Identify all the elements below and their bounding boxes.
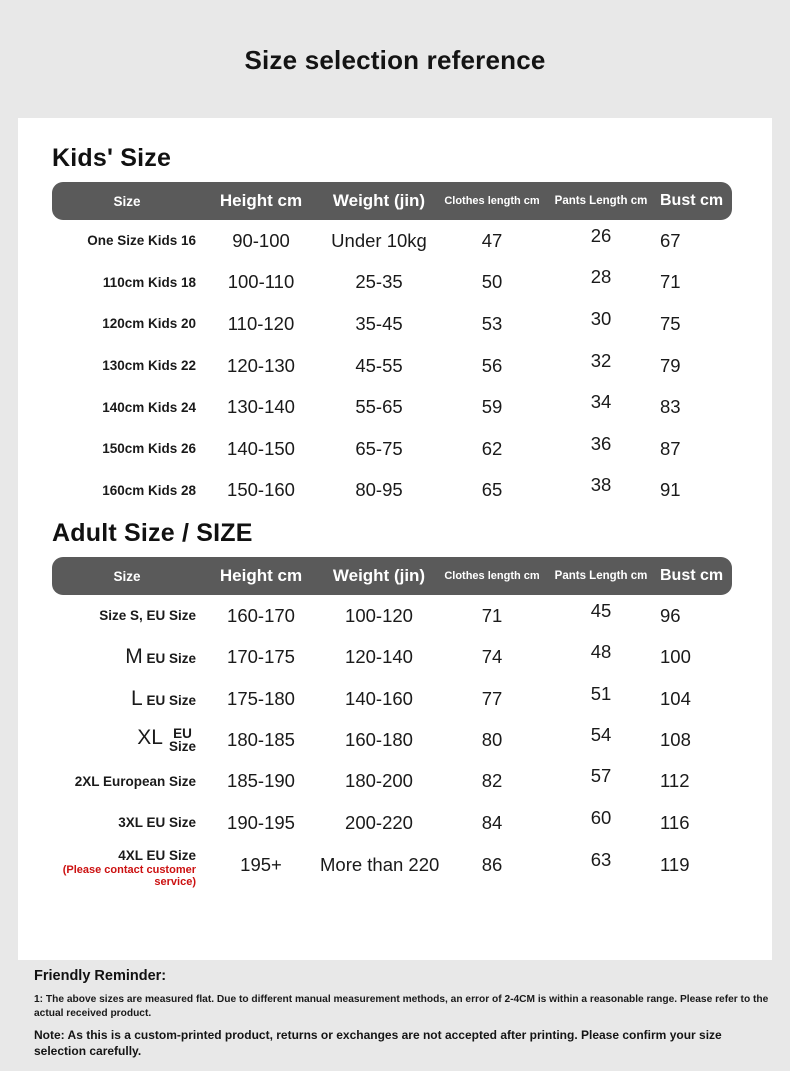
cell-pants-length: 60 xyxy=(590,806,612,828)
cell-height: 175-180 xyxy=(227,687,295,709)
cell-bust: 83 xyxy=(660,396,681,418)
cell-height: 90-100 xyxy=(232,229,290,251)
cell-pants-length: 48 xyxy=(590,641,612,663)
cell-pants-length: 51 xyxy=(590,682,612,704)
cell-height: 180-185 xyxy=(227,729,295,751)
cell-size: 110cm Kids 18 xyxy=(102,274,196,290)
adult-size-section xyxy=(18,511,772,889)
cell-size: 140cm Kids 24 xyxy=(102,399,196,415)
column-header-bust: Bust cm xyxy=(660,192,724,209)
cell-size: 150cm Kids 26 xyxy=(102,441,196,457)
cell-bust: 100 xyxy=(660,646,691,668)
cell-clothes-length: 47 xyxy=(481,229,503,251)
column-header-weight: Weight (jin) xyxy=(332,191,426,210)
table-row xyxy=(52,428,752,470)
kids-table-header-row xyxy=(52,182,732,220)
cell-weight: 80-95 xyxy=(355,479,403,501)
cell-size xyxy=(52,608,202,623)
adult-table-body xyxy=(52,595,752,889)
cell-bust: 104 xyxy=(660,687,691,709)
cell-size xyxy=(52,815,202,830)
size-region-label: EU Size xyxy=(142,692,196,708)
size-chart-card xyxy=(18,118,772,960)
cell-clothes-length: 53 xyxy=(481,312,503,334)
cell-bust: 96 xyxy=(660,604,681,626)
table-row xyxy=(52,637,752,678)
table-row xyxy=(52,844,752,889)
cell-size: One Size Kids 16 xyxy=(87,233,196,249)
cell-size xyxy=(52,774,202,789)
table-row xyxy=(52,595,752,636)
cell-bust: 67 xyxy=(660,229,681,251)
reminder-line-1: 1: The above sizes are measured flat. Due to different manual measurement methods, an error of 2-4CM is within a reasonable range. Please refer to the actual received product. xyxy=(34,994,769,1020)
cell-pants-length: 36 xyxy=(590,432,612,454)
column-header-bust: Bust cm xyxy=(660,567,724,585)
cell-clothes-length: 65 xyxy=(481,479,503,501)
cell-size xyxy=(52,645,202,669)
cell-clothes-length: 82 xyxy=(481,770,503,792)
cell-pants-length: 34 xyxy=(590,391,612,413)
cell-weight: More than 220 xyxy=(320,853,440,875)
cell-size: 160cm Kids 28 xyxy=(102,482,196,498)
cell-weight: 120-140 xyxy=(345,646,413,668)
cell-size: 130cm Kids 22 xyxy=(102,358,196,374)
cell-height: 120-130 xyxy=(227,354,295,376)
cell-weight: 45-55 xyxy=(355,354,403,376)
friendly-reminder-title: Friendly Reminder: xyxy=(34,968,167,984)
cell-weight: 140-160 xyxy=(345,687,413,709)
adult-section-title: Adult Size / SIZE xyxy=(52,519,253,548)
table-row xyxy=(52,761,752,802)
cell-clothes-length: 71 xyxy=(481,604,503,626)
cell-height: 100-110 xyxy=(227,271,295,293)
table-row xyxy=(52,386,752,428)
table-row xyxy=(52,719,752,760)
cell-height: 160-170 xyxy=(227,604,295,626)
cell-clothes-length: 62 xyxy=(481,437,503,459)
cell-height: 195+ xyxy=(240,853,282,875)
column-header-clothes-length: Clothes length cm xyxy=(444,195,540,207)
cell-pants-length: 45 xyxy=(590,599,612,621)
cell-height: 110-120 xyxy=(227,312,295,334)
cell-size xyxy=(52,726,202,754)
cell-clothes-length: 84 xyxy=(481,811,503,833)
cell-pants-length: 26 xyxy=(590,224,612,246)
table-row xyxy=(52,802,752,843)
size-code: M xyxy=(125,645,143,669)
cell-weight: 180-200 xyxy=(345,770,413,792)
table-row xyxy=(52,262,752,304)
cell-clothes-length: 77 xyxy=(481,687,503,709)
cell-weight: 100-120 xyxy=(345,604,413,626)
adult-table-header-row xyxy=(52,557,732,595)
column-header-weight: Weight (jin) xyxy=(332,566,426,586)
contact-customer-service-note: (Please contact customer service) xyxy=(62,863,196,889)
cell-bust: 87 xyxy=(660,437,681,459)
cell-height: 130-140 xyxy=(227,396,295,418)
cell-weight: 25-35 xyxy=(355,271,403,293)
cell-pants-length: 30 xyxy=(590,307,612,329)
size-code: XL xyxy=(137,726,163,750)
cell-weight: 35-45 xyxy=(355,312,403,334)
table-row xyxy=(52,220,752,262)
column-header-height: Height cm xyxy=(219,191,303,210)
size-region-label: EU Size xyxy=(168,725,196,755)
size-region-label: 2XL European Size xyxy=(74,773,196,789)
cell-height: 170-175 xyxy=(227,646,295,668)
cell-weight: 55-65 xyxy=(355,396,403,418)
size-region-label: 4XL EU Size xyxy=(118,847,196,863)
cell-weight: 65-75 xyxy=(355,437,403,459)
cell-pants-length: 32 xyxy=(590,349,612,371)
cell-pants-length: 38 xyxy=(590,474,612,496)
column-header-height: Height cm xyxy=(219,566,303,586)
column-header-pants-length: Pants Length cm xyxy=(554,570,648,583)
cell-height: 150-160 xyxy=(227,479,295,501)
cell-bust: 91 xyxy=(660,479,681,501)
table-row xyxy=(52,678,752,719)
cell-pants-length: 63 xyxy=(590,848,612,870)
kids-table-body xyxy=(52,220,752,511)
friendly-reminder xyxy=(34,968,774,1060)
cell-size xyxy=(52,687,202,711)
cell-height: 190-195 xyxy=(227,811,295,833)
cell-weight: Under 10kg xyxy=(331,229,427,251)
kids-section-title: Kids' Size xyxy=(52,144,172,172)
reminder-note: Note: As this is a custom-printed product, returns or exchanges are not accepted after printing. Please confirm your size selection carefully. xyxy=(34,1028,722,1059)
cell-pants-length: 28 xyxy=(590,266,612,288)
cell-bust: 119 xyxy=(660,853,690,875)
table-row xyxy=(52,345,752,387)
cell-bust: 112 xyxy=(660,770,690,792)
cell-size: 120cm Kids 20 xyxy=(102,316,196,332)
cell-height: 185-190 xyxy=(227,770,295,792)
table-row xyxy=(52,303,752,345)
cell-bust: 79 xyxy=(660,354,681,376)
cell-clothes-length: 56 xyxy=(481,354,503,376)
cell-clothes-length: 80 xyxy=(481,729,503,751)
cell-pants-length: 54 xyxy=(590,724,612,746)
size-region-label: EU Size xyxy=(142,651,196,667)
cell-bust: 108 xyxy=(660,729,691,751)
size-code: L xyxy=(131,686,143,710)
column-header-size: Size xyxy=(113,193,141,209)
size-region-label: Size S, EU Size xyxy=(99,608,196,624)
cell-clothes-length: 50 xyxy=(481,271,503,293)
cell-height: 140-150 xyxy=(227,437,295,459)
cell-pants-length: 57 xyxy=(590,765,612,787)
column-header-clothes-length: Clothes length cm xyxy=(444,570,540,583)
cell-clothes-length: 86 xyxy=(481,853,503,875)
cell-clothes-length: 74 xyxy=(481,646,503,668)
cell-weight: 160-180 xyxy=(345,729,413,751)
cell-bust: 116 xyxy=(660,811,690,833)
cell-weight: 200-220 xyxy=(345,811,413,833)
table-row xyxy=(52,470,752,512)
cell-bust: 75 xyxy=(660,312,681,334)
page-title: Size selection reference xyxy=(244,45,546,75)
kids-size-section xyxy=(18,118,772,511)
column-header-size: Size xyxy=(113,568,141,584)
cell-bust: 71 xyxy=(660,271,681,293)
size-region-label: 3XL EU Size xyxy=(118,815,196,831)
column-header-pants-length: Pants Length cm xyxy=(554,195,648,207)
cell-clothes-length: 59 xyxy=(481,396,503,418)
cell-size xyxy=(52,848,202,889)
